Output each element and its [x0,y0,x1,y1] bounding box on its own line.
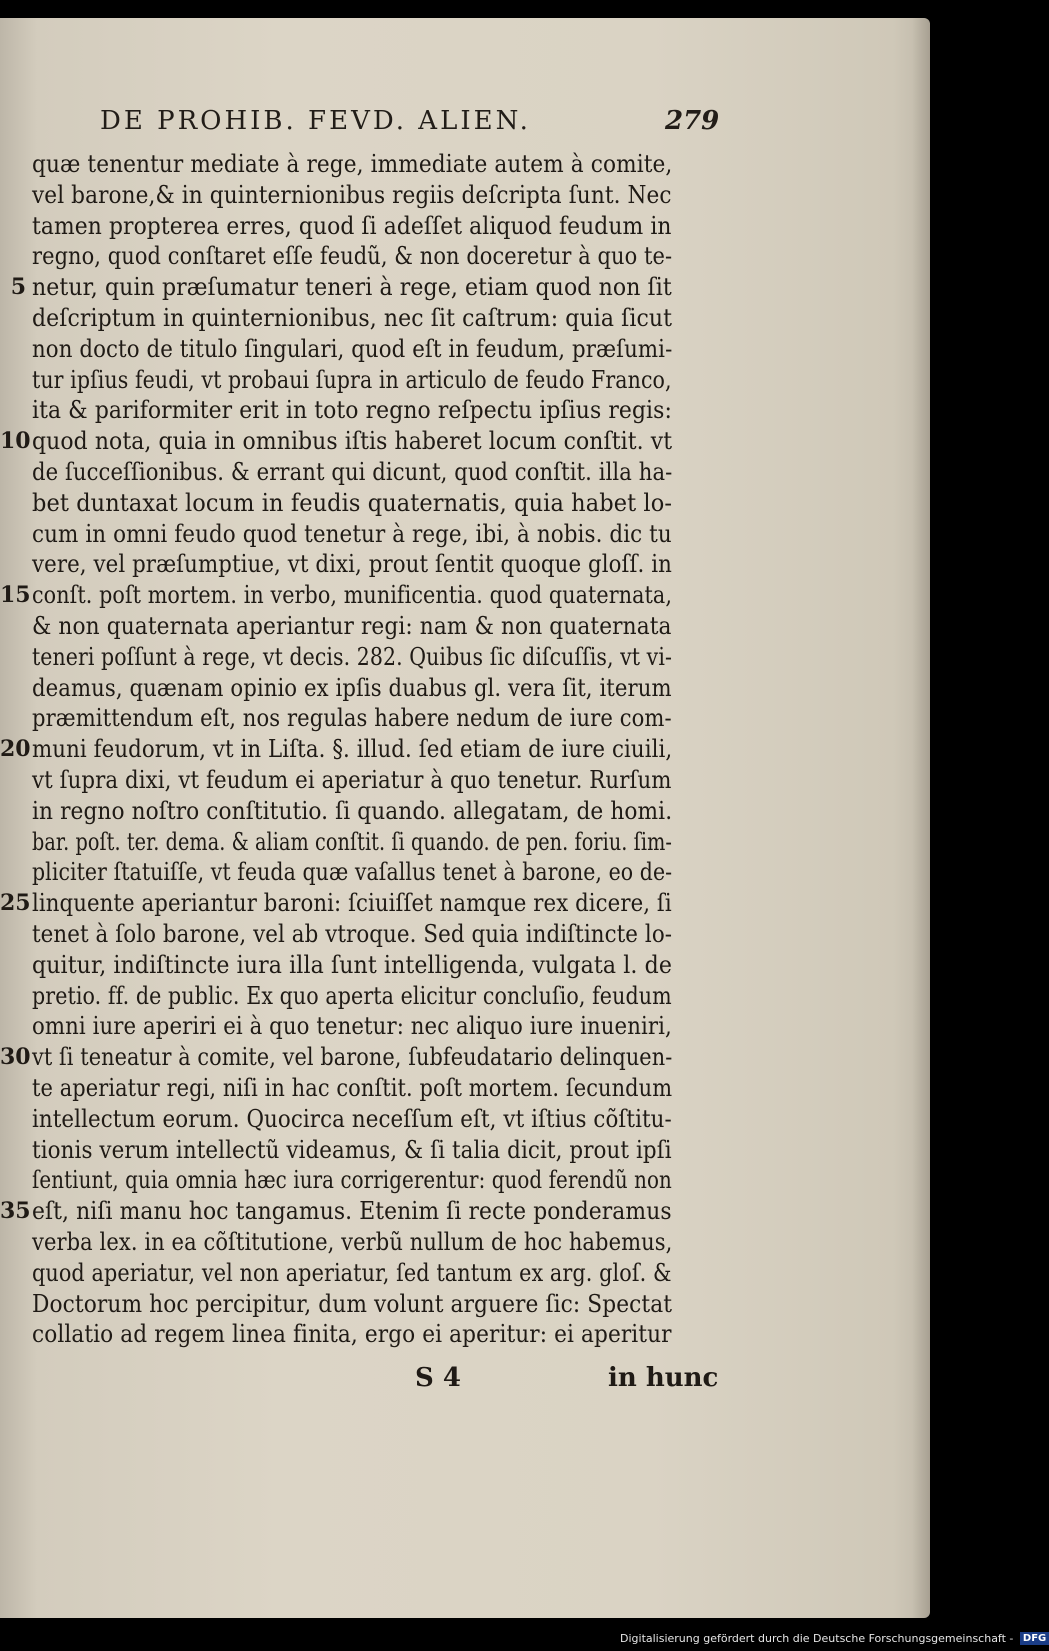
text-line [0,579,930,611]
text-line [0,487,930,519]
line-text: eſt, niſi manu hoc tangamus. Etenim ſi recte ponderamus [32,1196,672,1226]
text-line [0,795,930,827]
line-number: 20 [0,736,31,763]
line-text: vt ſi teneatur à comite, vel barone, ſubfeudatario delinquen- [32,1042,673,1072]
book-page [0,18,930,1618]
line-text: tamen propterea erres, quod ſi adeſſet aliquod feudum in [32,210,672,240]
line-text: bar. poſt. ter. dema. & aliam conſtit. ſi quando. de pen. foriu. ſim- [32,826,672,856]
line-text: deſcriptum in quinternionibus, nec ſit caſtrum: quia ſicut [32,303,673,332]
line-text: tionis verum intellectũ videamus, & ſi talia dicit, prout ipſi [32,1134,672,1164]
text-line [0,518,930,550]
line-number: 5 [10,274,26,301]
text-line [0,918,930,950]
line-text: teneri poſſunt à rege, vt decis. 282. Quibus ſic diſcuſſis, vt vi- [32,641,672,671]
line-text: intellectum eorum. Quocirca neceſſum eſt, vt iſtius cõſtitu- [32,1103,672,1133]
text-line [0,764,930,796]
line-text: quod nota, quia in omnibus iſtis haberet locum conſtit. vt [32,426,673,456]
line-number: 30 [0,1044,31,1071]
line-text: ita & pariformiter erit in toto regno reſpectu ipſius regis: [32,395,672,425]
line-text: te aperiatur regi, niſi in hac conſtit. poſt mortem. ſecundum [32,1073,673,1102]
line-text: conſt. poſt mortem. in verbo, munificentia. quod quaternata, [32,580,673,610]
line-text: linquente aperiantur baroni: ſciuiſſet namque rex dicere, ſi [32,888,672,918]
text-line [0,1257,930,1289]
text-line [0,1226,930,1258]
line-text: muni feudorum, vt in Liſta. §. illud. ſed etiam de iure ciuili, [32,734,673,764]
text-line [0,672,930,704]
text-line [0,394,930,426]
line-text: quitur, indiſtincte iura illa ſunt intelligenda, vulgata l. de [32,949,672,979]
line-text: & non quaternata aperiantur regi: nam & non quaternata [32,611,672,640]
line-text: vere, vel præſumptiue, vt dixi, prout ſentit quoque gloſſ. in [32,549,672,579]
text-line [0,179,930,211]
running-title: DE PROHIB. FEVD. ALIEN. [100,106,531,136]
text-line [0,887,930,919]
line-text: omni iure aperiri ei à quo tenetur: nec aliquo iure inueniri, [32,1011,672,1041]
digitization-credit [620,1632,1049,1646]
line-text: regno, quod conſtaret eſſe feudũ, & non doceretur à quo te- [32,241,673,271]
line-text: tur ipſius feudi, vt probaui ſupra in articulo de feudo Franco, [32,364,672,394]
text-line [0,333,930,365]
catchline [0,1363,930,1395]
text-line [0,271,930,303]
line-text: non docto de titulo ſingulari, quod eſt in feudum, præſumi- [32,333,673,363]
line-text: netur, quin præſumatur teneri à rege, etiam quod non ſit [32,272,672,302]
text-line [0,364,930,396]
line-number: 25 [0,890,31,917]
line-text: tenet à ſolo barone, vel ab vtroque. Sed quia indiſtincte lo- [32,919,673,948]
line-text: ſentiunt, quia omnia hæc iura corrigerentur: quod ferendũ non [32,1165,672,1195]
text-line [0,733,930,765]
text-line [0,1318,930,1350]
text-line [0,641,930,673]
line-number: 35 [0,1198,31,1225]
line-text: vel barone,& in quinternionibus regiis deſcripta ſunt. Nec [32,179,672,209]
text-line [0,1288,930,1320]
text-line [0,1164,930,1196]
text-line [0,1195,930,1227]
catchword: in hunc [608,1363,719,1393]
text-line [0,1134,930,1166]
text-line [0,980,930,1012]
line-text: pliciter ſtatuiſſe, vt feuda quæ vaſallus tenet à barone, eo de- [32,857,673,887]
text-line [0,610,930,642]
text-line [0,148,930,180]
text-line [0,548,930,580]
line-text: deamus, quænam opinio ex ipſis duabus gl. vera ſit, iterum [32,672,672,702]
text-line [0,826,930,858]
line-text: pretio. ff. de public. Ex quo aperta elicitur concluſio, feudum [32,980,672,1010]
line-number: 15 [0,582,31,609]
line-number: 10 [0,428,31,455]
line-text: bet duntaxat locum in feudis quaternatis, quia habet lo- [32,487,672,517]
line-text: præmittendum eſt, nos regulas habere nedum de iure com- [32,703,672,733]
line-text: in regno noſtro conſtitutio. ſi quando. allegatam, de homi. [32,795,673,825]
text-line [0,856,930,888]
text-line [0,302,930,334]
line-text: quæ tenentur mediate à rege, immediate autem à comite, [32,149,673,178]
line-text: vt ſupra dixi, vt feudum ei aperiatur à quo tenetur. Rurſum [32,765,672,794]
text-line [0,702,930,734]
text-line [0,210,930,242]
text-line [0,240,930,272]
signature-mark: S 4 [415,1363,461,1393]
text-line [0,456,930,488]
text-line [0,1072,930,1104]
credit-text: Digitalisierung gefördert durch die Deutsche Forschungsgemeinschaft - [620,1631,1014,1645]
line-text: Doctorum hoc percipitur, dum volunt arguere ſic: Spectat [32,1288,673,1318]
dfg-logo: DFG [1020,1632,1049,1645]
line-text: verba lex. in ea cõſtitutione, verbũ nullum de hoc habemus, [32,1227,673,1256]
line-text: collatio ad regem linea finita, ergo ei aperitur: ei aperitur [32,1319,672,1349]
line-text: cum in omni feudo quod tenetur à rege, ibi, à nobis. dic tu [32,518,672,548]
line-text: quod aperiatur, vel non aperiatur, ſed tantum ex arg. gloſ. & [32,1257,672,1287]
text-line [0,949,930,981]
text-line [0,1010,930,1042]
text-line [0,425,930,457]
line-text: de ſucceſſionibus. & errant qui dicunt, quod conſtit. illa ha- [32,457,673,486]
text-line [0,1103,930,1135]
page-number: 279 [665,106,720,136]
text-line [0,1041,930,1073]
